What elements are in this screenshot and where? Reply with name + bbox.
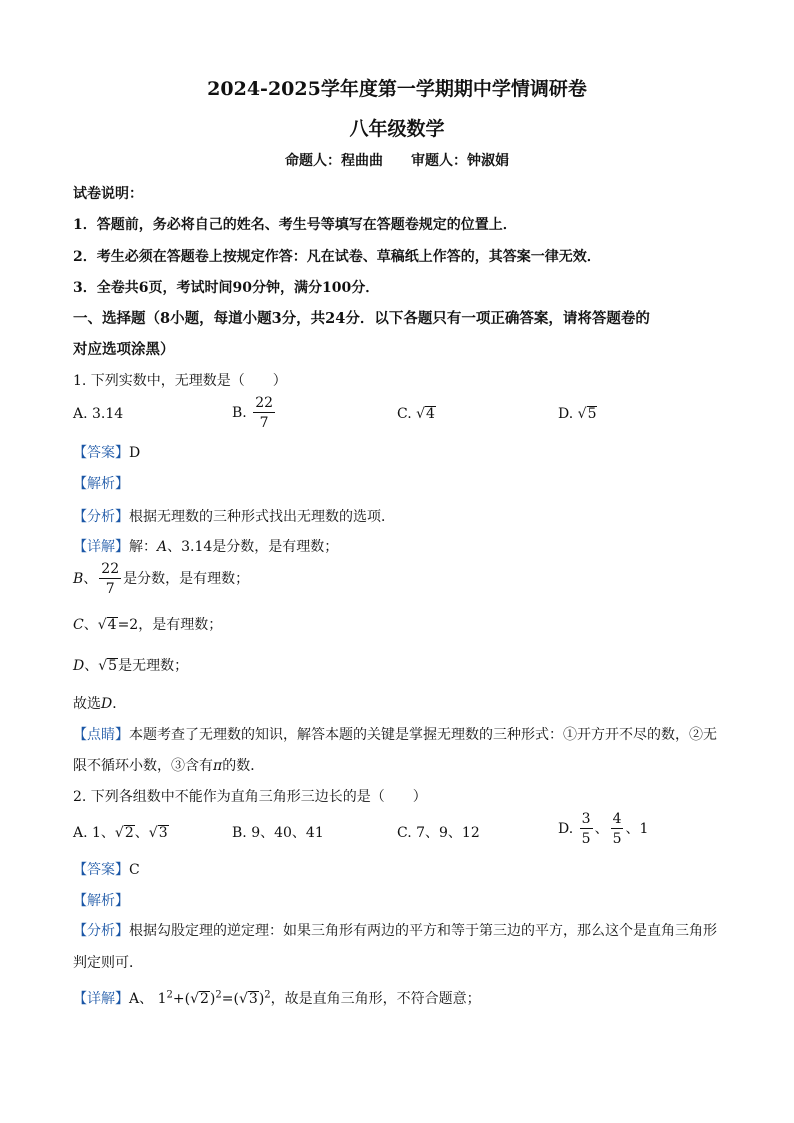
- q2-answer: 【答案】C: [73, 862, 140, 878]
- section-heading-line1: 一、选择题（8小题，每道小题3分，共24分．以下各题只有一项正确答案，请将答题卷的: [73, 310, 650, 327]
- q2-option-d: D. $\frac{3}{5}$ 、 $\frac{4}{5}$ 、1: [558, 811, 649, 847]
- section-heading-line2: 对应选项涂黑）: [73, 341, 175, 358]
- instruction-item-3: 3．全卷共6页，考试时间90分钟，满分100分．: [73, 280, 380, 296]
- q1-fenxi: 【分析】根据无理数的三种形式找出无理数的选项．: [73, 509, 395, 525]
- q1-dianjing-line1: 【点睛】本题考查了无理数的知识，解答本题的关键是掌握无理数的三种形式：①开方开不尽的数，②无: [73, 727, 717, 743]
- q1-analysis-tag: 【解析】: [73, 476, 129, 492]
- sqrt-expression: √3: [148, 825, 168, 841]
- q1-answer: 【答案】D: [73, 445, 141, 461]
- q2-analysis-tag: 【解析】: [73, 893, 129, 909]
- sqrt-expression: √4: [97, 617, 117, 633]
- instructions-heading: 试卷说明：: [73, 186, 143, 202]
- question-1-stem: 1. 下列实数中，无理数是（ ）: [73, 373, 287, 389]
- q1-detail-a: 【详解】解：A、3.14是分数，是有理数；: [73, 539, 339, 555]
- q2-detail-a: 【详解】A、 $1^2+(√2)^2=(√3)^2$，故是直角三角形，不符合题意；: [73, 989, 481, 1007]
- q2-fenxi-line1: 【分析】根据勾股定理的逆定理：如果三角形有两边的平方和等于第三边的平方，那么这个是直角三角形: [73, 923, 717, 939]
- sqrt-expression: √5: [98, 658, 118, 674]
- q2-fenxi-line2: 判定则可．: [73, 955, 143, 971]
- sqrt-expression: √2: [190, 991, 209, 1007]
- sqrt-expression: √4: [416, 406, 435, 422]
- q1-option-a: A. 3.14: [73, 406, 124, 422]
- q2-option-c: C. 7、9、12: [397, 825, 480, 841]
- subject-title: 八年级数学: [349, 118, 445, 140]
- q1-choose: 故选D．: [73, 696, 127, 712]
- q1-detail-c: C、√4=2，是有理数；: [73, 617, 223, 633]
- q1-option-b: B. $\frac{22}{7}$: [232, 395, 274, 431]
- sqrt-expression: √2: [114, 825, 134, 841]
- fraction: $\frac{22}{7}$: [101, 561, 120, 597]
- q1-option-d: D. √5: [558, 406, 597, 422]
- q1-detail-b: B、 $\frac{22}{7}$ 是分数，是有理数；: [73, 561, 250, 597]
- author-line: 命题人：程曲曲 审题人：钟淑娟: [285, 153, 509, 169]
- sqrt-expression: √5: [577, 406, 597, 422]
- q1-dianjing-line2: 限不循环小数，③含有π的数．: [73, 758, 265, 774]
- q1-detail-d: D、√5是无理数；: [73, 658, 189, 674]
- q1-option-c: C. √4: [397, 406, 435, 422]
- fraction: $\frac{3}{5}$: [581, 811, 591, 847]
- fraction: $\frac{4}{5}$: [612, 811, 622, 847]
- instruction-item-1: 1．答题前，务必将自己的姓名、考生号等填写在答题卷规定的位置上．: [73, 217, 517, 233]
- sqrt-expression: √3: [238, 991, 258, 1007]
- q2-option-b: B. 9、40、41: [232, 825, 324, 841]
- instruction-item-2: 2．考生必须在答题卷上按规定作答：凡在试卷、草稿纸上作答的，其答案一律无效．: [73, 249, 601, 265]
- question-2-stem: 2. 下列各组数中不能作为直角三角形三边长的是（ ）: [73, 789, 427, 805]
- fraction: $\frac{22}{7}$: [255, 395, 274, 431]
- q2-option-a: A. 1、√2、√3: [73, 825, 168, 841]
- exam-title: 2024-2025学年度第一学期期中学情调研卷: [207, 78, 587, 100]
